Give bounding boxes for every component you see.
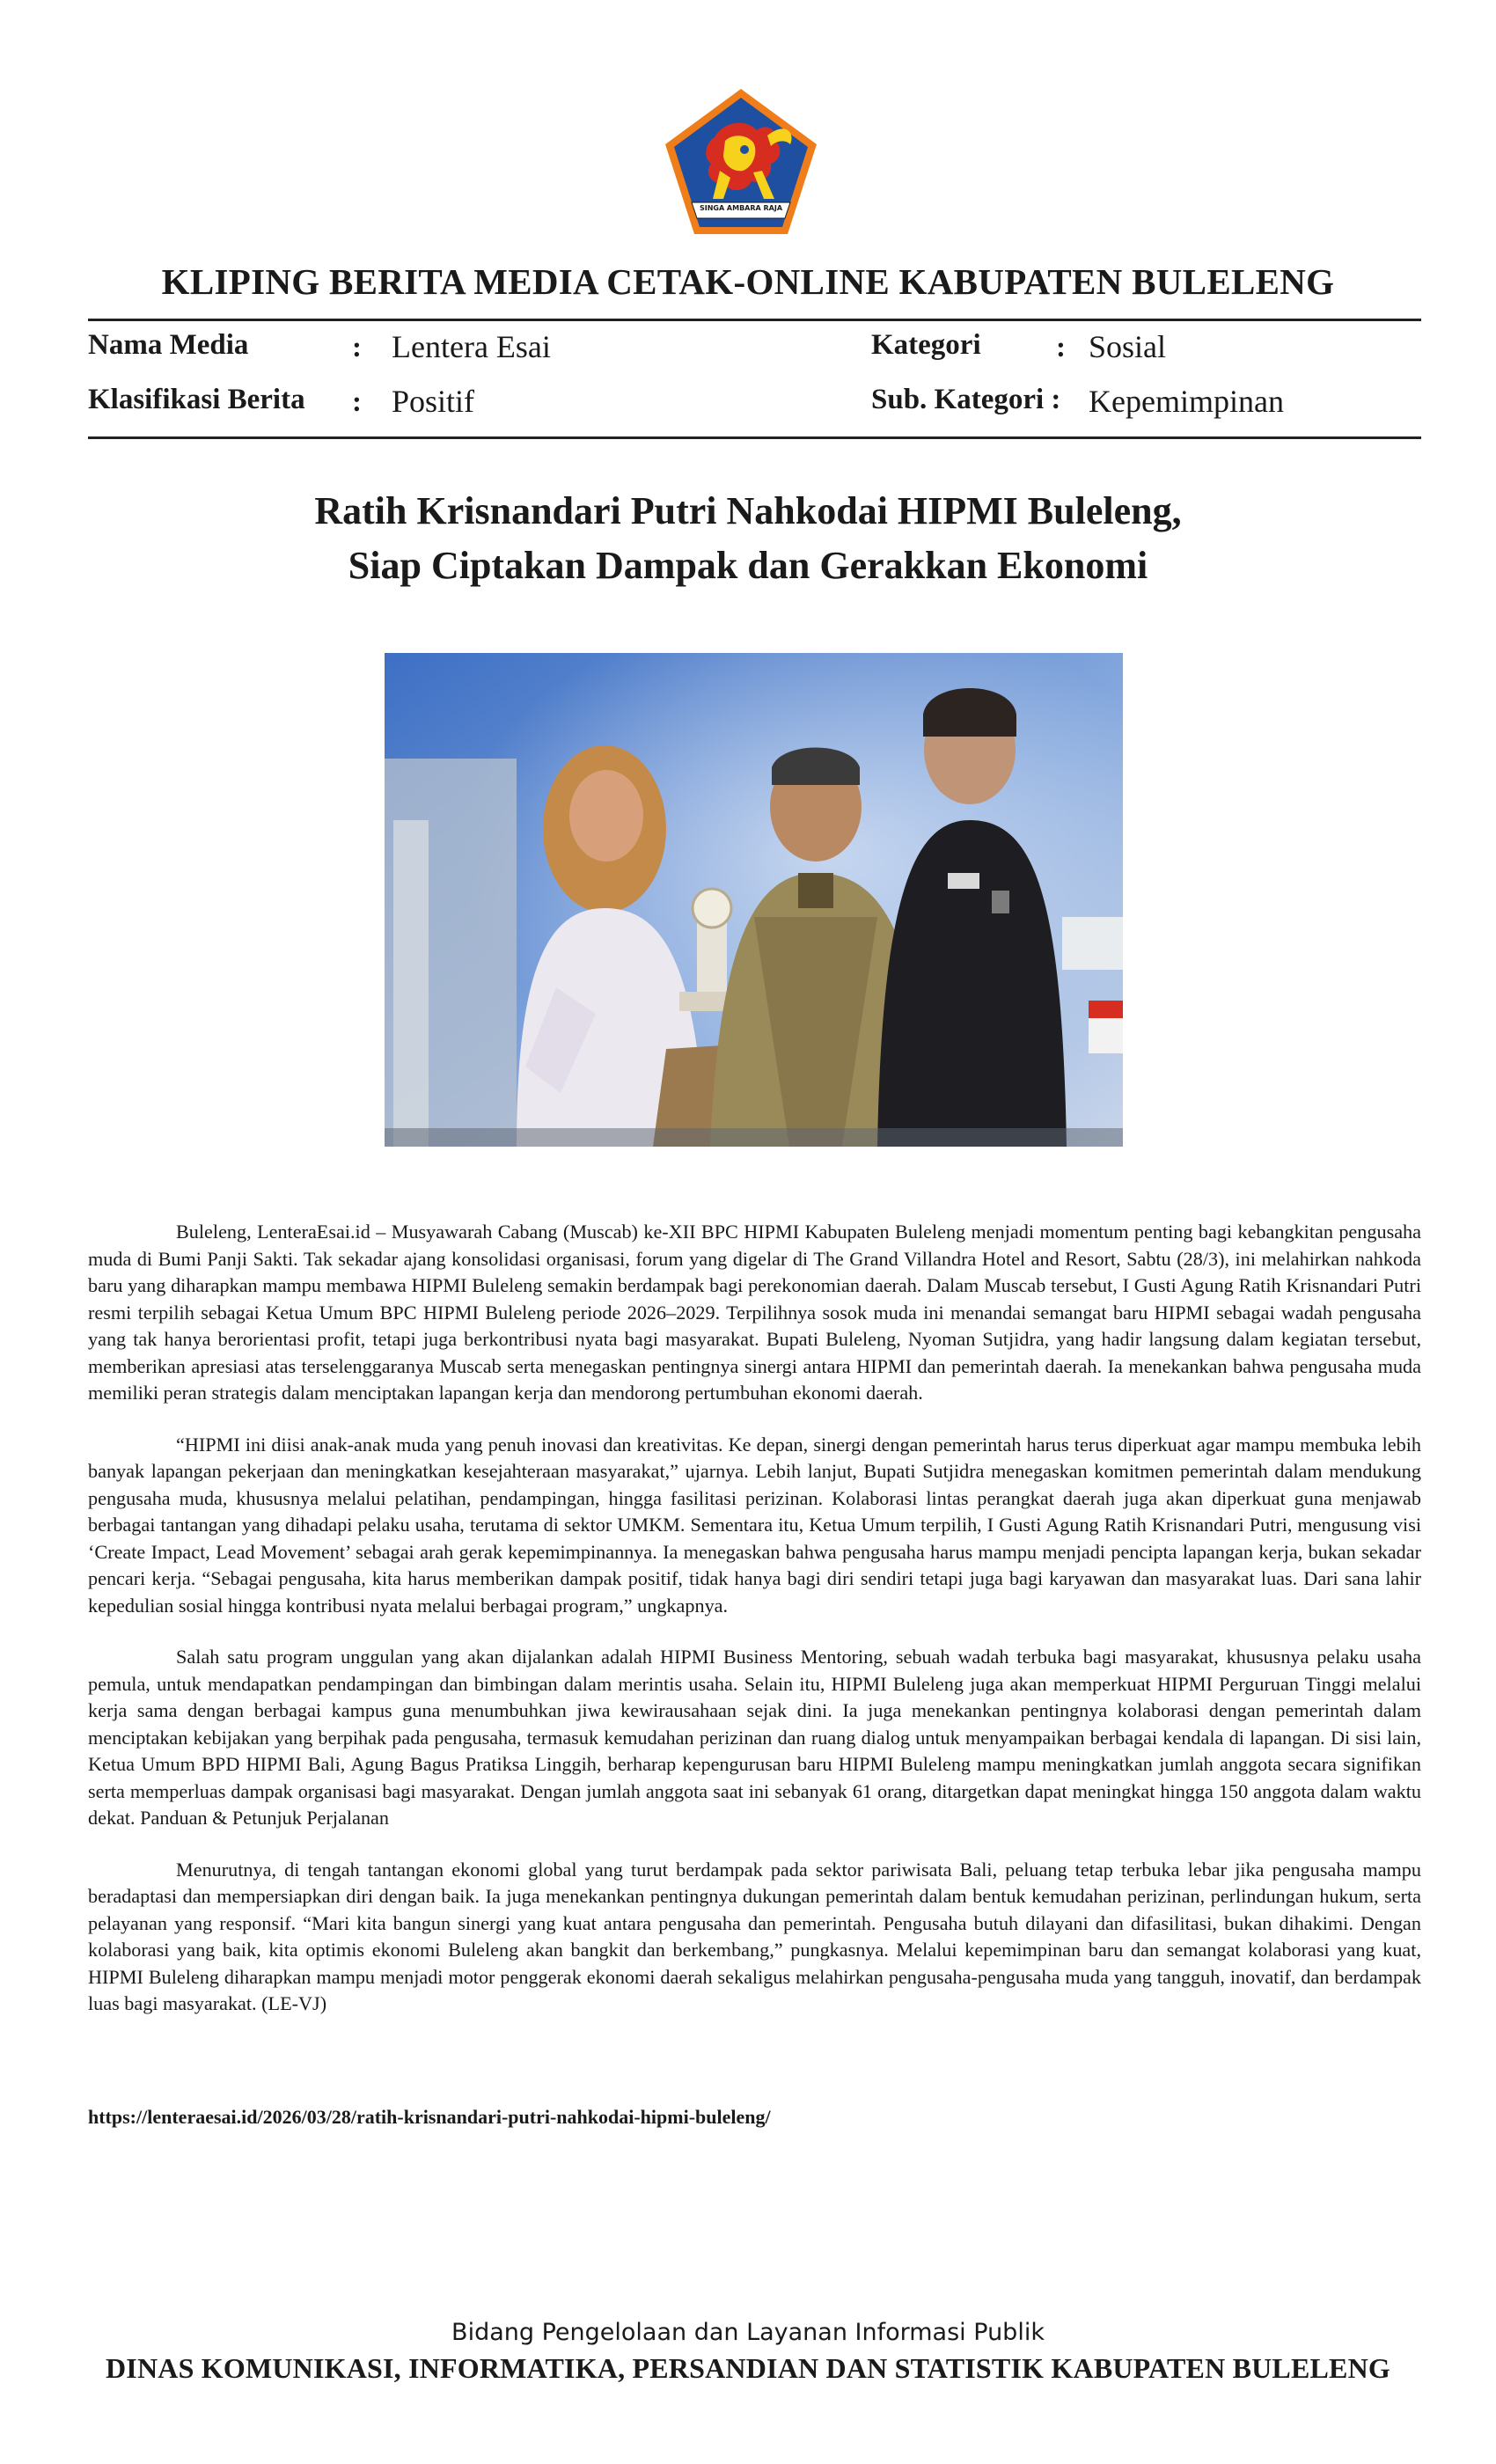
article-body xyxy=(88,1219,1421,2042)
article-paragraph: Salah satu program unggulan yang akan dijalankan adalah HIPMI Business Mentoring, sebuah wadah terbuka bagi masyarakat, khususnya pelaku usaha pemula, untuk mendapatkan pendampingan dan bimbingan dalam merintis usaha. Selain itu, HIPMI Buleleng juga akan memperkuat HIPMI Perguruan Tinggi melalui kerja sama dengan berbagai kampus guna menumbuhkan jiwa kewirausahaan sejak dini. Ia juga menekankan pentingnya kolaborasi dengan pemerintah dalam menciptakan kebijakan yang berpihak pada pengusaha, termasuk kemudahan perizinan dan ruang dialog untuk menyampaikan berbagai kendala di lapangan. Di sisi lain, Ketua Umum BPD HIPMI Bali, Agung Bagus Pratiksa Linggih, berharap kepengurusan baru HIPMI Buleleng mampu meningkatkan jumlah anggota secara signifikan serta memperluas dampak organisasi bagi masyarakat. Dengan jumlah anggota saat ini sebanyak 61 orang, ditargetkan dapat meningkat hingga 150 anggota dalam waktu dekat. Panduan & Petunjuk Perjalanan xyxy=(88,1646,1421,1829)
source-url-link[interactable]: https://lenteraesai.id/2026/03/28/ratih-krisnandari-putri-nahkodai-hipmi-buleleng/ xyxy=(88,2106,771,2128)
media-name-colon: : xyxy=(352,332,362,363)
media-name-label: Nama Media xyxy=(88,329,249,361)
article-paragraph: Buleleng, LenteraEsai.id – Musyawarah Cabang (Muscab) ke-XII BPC HIPMI Kabupaten Buleleng menjadi momentum penting bagi kebangkitan pengusaha muda di Bumi Panji Sakti. Tak sekadar ajang konsolidasi organisasi, forum yang digelar di The Grand Villandra Hotel and Resort, Sabtu (28/3), ini melahirkan nahkoda baru yang diharapkan mampu membawa HIPMI Buleleng semakin berdampak bagi perekonomian daerah. Dalam Muscab tersebut, I Gusti Agung Ratih Krisnandari Putri resmi terpilih sebagai Ketua Umum BPC HIPMI Buleleng periode 2026–2029. Terpilihnya sosok muda ini menandai semangat baru HIPMI sebagai wadah pengusaha yang tak hanya berorientasi profit, tetapi juga berkontribusi nyata bagi masyarakat. Bupati Buleleng, Nyoman Sutjidra, yang hadir langsung dalam kegiatan tersebut, memberikan apresiasi atas terselenggaranya Muscab serta menegaskan pentingnya sinergi antara HIPMI dan pemerintah daerah. Ia menekankan bahwa pengusaha muda memiliki peran strategis dalam menciptakan lapangan kerja dan mendorong pertumbuhan ekonomi daerah. xyxy=(88,1221,1421,1404)
subcategory-value: Kepemimpinan xyxy=(1089,384,1284,419)
footer-agency: DINAS KOMUNIKASI, INFORMATIKA, PERSANDIAN DAN STATISTIK KABUPATEN BULELENG xyxy=(105,2352,1391,2384)
article-headline xyxy=(0,484,1496,593)
headline-line-1: Ratih Krisnandari Putri Nahkodai HIPMI Buleleng, xyxy=(314,489,1182,532)
document-header-title: KLIPING BERITA MEDIA CETAK-ONLINE KABUPATEN BULELENG xyxy=(161,261,1335,302)
news-classification-colon: : xyxy=(352,386,362,418)
emblem-motto-text: SINGA AMBARA RAJA xyxy=(699,204,783,212)
article-paragraph: Menurutnya, di tengah tantangan ekonomi global yang turut berdampak pada sektor pariwisata Bali, peluang tetap terbuka lebar jika pengusaha mampu beradaptasi dan mempersiapkan diri dengan baik. Ia juga menekankan pentingnya dukungan pemerintah dalam bentuk kemudahan perizinan, perlindungan hukum, serta pelayanan yang responsif. “Mari kita bangun sinergi yang kuat antara pengusaha dan pemerintah. Pengusaha butuh dilayani dan difasilitasi, bukan dihakimi. Dengan kolaborasi yang baik, kita optimis ekonomi Buleleng akan bangkit dan berkembang,” pungkasnya. Melalui kepemimpinan baru dan semangat kolaborasi yang kuat, HIPMI Buleleng diharapkan mampu menjadi motor penggerak ekonomi daerah sekaligus melahirkan pengusaha-pengusaha muda yang tangguh, inovatif, dan berdampak luas bagi masyarakat. (LE-VJ) xyxy=(88,1858,1421,2014)
category-label: Kategori xyxy=(871,329,981,361)
article-photo xyxy=(385,653,1123,1147)
news-classification-label: Klasifikasi Berita xyxy=(88,384,305,415)
subcategory-label: Sub. Kategori : xyxy=(871,384,1061,415)
header-bottom-divider xyxy=(88,436,1421,439)
category-value: Sosial xyxy=(1089,329,1167,364)
header-top-divider xyxy=(88,319,1421,321)
category-colon: : xyxy=(1056,332,1066,363)
article-paragraph: “HIPMI ini diisi anak-anak muda yang penuh inovasi dan kreativitas. Ke depan, sinergi dengan pemerintah harus terus diperkuat agar mampu membuka lebih banyak lapangan pekerjaan dan meningkatkan kesejahteraan masyarakat,” ujarnya. Lebih lanjut, Bupati Sutjidra menegaskan komitmen pemerintah dalam mendukung pengusaha muda, khususnya melalui pelatihan, pendampingan, hingga fasilitasi perizinan. Kolaborasi lintas perangkat daerah juga akan diperkuat guna menjawab berbagai tantangan yang dihadapi pelaku usaha, terutama di sektor UMKM. Sementara itu, Ketua Umum terpilih, I Gusti Agung Ratih Krisnandari Putri, mengusung visi ‘Create Impact, Lead Movement’ sebagai arah gerak kepemimpinannya. Ia menegaskan bahwa pengusaha harus mampu menjadi pencipta lapangan kerja, bukan sekadar pencari kerja. “Sebagai pengusaha, kita harus memberikan dampak positif, tidak hanya bagi diri sendiri tetapi juga bagi karyawan dan masyarakat luas. Dari sana lahir kepedulian sosial hingga kontribusi nyata melalui berbagai program,” ungkapnya. xyxy=(88,1433,1421,1617)
regency-emblem-logo xyxy=(662,86,820,238)
news-classification-value: Positif xyxy=(392,384,475,419)
footer-department: Bidang Pengelolaan dan Layanan Informasi Publik xyxy=(451,2319,1045,2346)
headline-line-2: Siap Ciptakan Dampak dan Gerakkan Ekonomi xyxy=(348,544,1148,587)
media-name-value: Lentera Esai xyxy=(392,329,551,364)
